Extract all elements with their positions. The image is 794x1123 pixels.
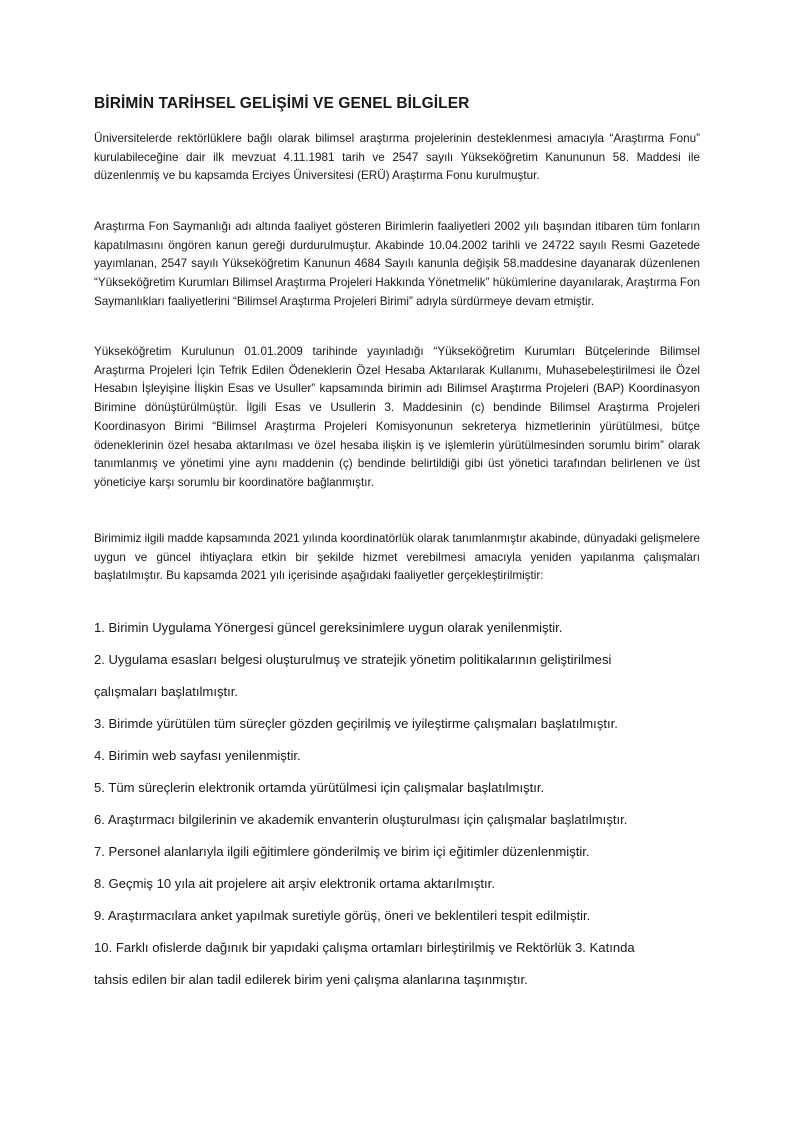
- activity-list: [94, 617, 704, 991]
- list-item: [94, 905, 704, 927]
- list-item-text: 10. Farklı ofislerde dağınık bir yapıdaki çalışma ortamları birleştirilmiş ve Rektörlük 3. Katında: [94, 940, 635, 955]
- list-item-text: 8. Geçmiş 10 yıla ait projelere ait arşiv elektronik ortama aktarılmıştır.: [94, 876, 495, 891]
- list-item-text: 1. Birimin Uygulama Yönergesi güncel gereksinimlere uygun olarak yenilenmiştir.: [94, 620, 563, 635]
- list-item-text: 7. Personel alanlarıyla ilgili eğitimlere gönderilmiş ve birim içi eğitimler düzenlenmiştir.: [94, 844, 590, 859]
- list-item: [94, 873, 704, 895]
- list-item: [94, 745, 704, 767]
- list-item: [94, 809, 704, 831]
- list-item: [94, 713, 704, 735]
- list-item-text: 5. Tüm süreçlerin elektronik ortamda yürütülmesi için çalışmalar başlatılmıştır.: [94, 780, 545, 795]
- list-item: [94, 649, 704, 703]
- list-item-text: 3. Birimde yürütülen tüm süreçler gözden geçirilmiş ve iyileştirme çalışmaları başlatılmıştır.: [94, 716, 618, 731]
- list-item-text: 6. Araştırmacı bilgilerinin ve akademik envanterin oluşturulması için çalışmalar başlatılmıştır.: [94, 812, 628, 827]
- paragraph-2: Araştırma Fon Saymanlığı adı altında faaliyet gösteren Birimlerin faaliyetleri 2002 yılı başından itibaren tüm fonların kapatılmasını öngören kanun gereği durdurulmuştur. Akabinde 10.04.2002 tarihli ve 24722 sayılı Resmi Gazetede yayımlanan, 2547 sayılı Yükseköğretim Kanunun 4684 Sayılı kanunla değişik 58.maddesine dayanarak düzenlenen “Yükseköğretim Kurumları Bilimsel Araştırma Projeleri Hakkında Yönetmelik” hükümlerine dayanılarak, Araştırma Fon Saymanlıkları faaliyetlerini “Bilimsel Araştırma Projeleri Birimi” adıyla sürdürmeye devam etmiştir.: [94, 220, 700, 308]
- list-item-text: 4. Birimin web sayfası yenilenmiştir.: [94, 748, 301, 763]
- paragraph-4: Birimimiz ilgili madde kapsamında 2021 yılında koordinatörlük olarak tanımlanmıştır akabinde, dünyadaki gelişmelere uygun ve güncel ihtiyaçlara etkin bir şekilde hizmet verebilmesi amacıyla yeniden yapılanma çalışmaları başlatılmıştır. Bu kapsamda 2021 yılı içerisinde aşağıdaki faaliyetler gerçekleştirilmiştir:: [94, 532, 700, 583]
- paragraph-1: Üniversitelerde rektörlüklere bağlı olarak bilimsel araştırma projelerinin desteklenmesi amacıyla “Araştırma Fonu” kurulabileceğine dair ilk mevzuat 4.11.1981 tarih ve 2547 sayılı Yükseköğretim Kanununun 58. Maddesi ile düzenlenmiş ve bu kapsamda Erciyes Üniversitesi (ERÜ) Araştırma Fonu kurulmuştur.: [94, 132, 700, 183]
- page-title: BİRİMİN TARİHSEL GELİŞİMİ VE GENEL BİLGİLER: [94, 95, 470, 112]
- list-item-text-continued: tahsis edilen bir alan tadil edilerek birim yeni çalışma alanlarına taşınmıştır.: [94, 972, 528, 987]
- list-item: [94, 777, 704, 799]
- list-item-text-continued: çalışmaları başlatılmıştır.: [94, 684, 239, 699]
- list-item-text: 2. Uygulama esasları belgesi oluşturulmuş ve stratejik yönetim politikalarının geliştirilmesi: [94, 652, 612, 667]
- list-item-text: 9. Araştırmacılara anket yapılmak suretiyle görüş, öneri ve beklentileri tespit edilmiştir.: [94, 908, 591, 923]
- list-item: [94, 937, 704, 991]
- paragraph-3: Yükseköğretim Kurulunun 01.01.2009 tarihinde yayınladığı “Yükseköğretim Kurumları Bütçelerinde Bilimsel Araştırma Projeleri İçin Tefrik Edilen Ödeneklerin Özel Hesaba Aktarılarak Kullanımı, Muhasebeleştirilmesi ile Özel Hesabın İşleyişine İlişkin Esas ve Usuller” kapsamında birimin adı Bilimsel Araştırma Projeleri (BAP) Koordinasyon Birimine dönüştürülmüştür. İlgili Esas ve Usullerin 3. Maddesinin (c) bendinde Bilimsel Araştırma Projeleri Koordinasyon Birimi “Bilimsel Araştırma Projeleri Komisyonunun sekreterya hizmetlerinin yürütülmesi, bütçe ödeneklerinin özel hesaba aktarılması ve özel hesaba ilişkin iş ve işlemlerin yürütülmesinden sorumlu birim” olarak tanımlanmış ve yönetimi yine aynı maddenin (ç) bendinde belirtildiği gibi üst yönetici tarafından belirlenen ve üst yöneticiye karşı sorumlu bir koordinatöre bağlanmıştır.: [94, 345, 700, 489]
- list-item: [94, 617, 704, 639]
- list-item: [94, 841, 704, 863]
